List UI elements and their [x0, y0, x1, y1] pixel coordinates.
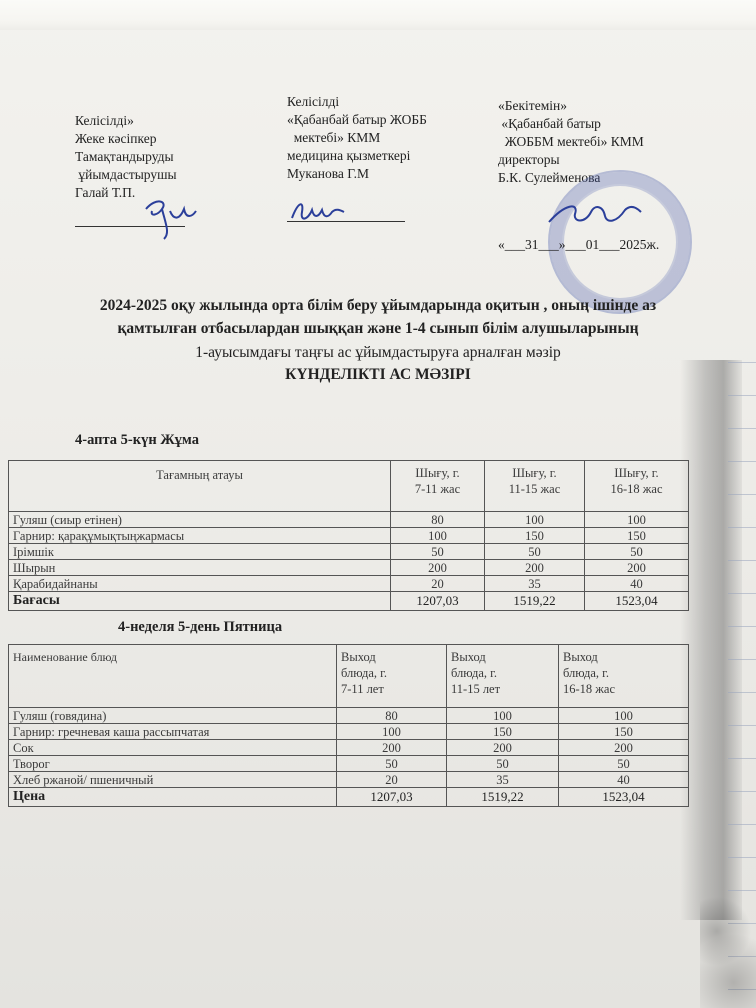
table-row [9, 560, 689, 576]
price-cell: 1207,03 [391, 592, 485, 611]
agreed-left-line: Тамақтандыруды [75, 149, 174, 164]
price-row [9, 592, 689, 611]
portion-cell: 200 [585, 560, 689, 576]
title-line-3: 1-ауысымдағы таңғы ас ұйымдастыруға арналған мәзір [195, 344, 561, 361]
portion-cell: 150 [559, 724, 689, 740]
portion-cell: 200 [447, 740, 559, 756]
dish-name-cell: Гуляш (говядина) [9, 708, 337, 724]
header-cell: Выход блюда, г. 16-18 жас [559, 645, 689, 708]
price-cell: 1519,22 [485, 592, 585, 611]
table-header-row [9, 461, 689, 512]
price-cell: 1523,04 [585, 592, 689, 611]
dish-name-cell: Шырын [9, 560, 391, 576]
table-row [9, 512, 689, 528]
portion-cell: 200 [485, 560, 585, 576]
table-row [9, 756, 689, 772]
header-cell: Шығу, г. 11-15 жас [485, 461, 585, 512]
portion-cell: 40 [585, 576, 689, 592]
title-line-2: қамтылған отбасылардан шыққан және 1-4 сынып білім алушыларының [117, 320, 639, 337]
agreed-left-line: Келісілді» [75, 113, 134, 128]
portion-cell: 100 [447, 708, 559, 724]
table-row [9, 772, 689, 788]
portion-cell: 150 [447, 724, 559, 740]
agreed-middle-line: Келісілді [287, 94, 340, 109]
portion-cell: 100 [337, 724, 447, 740]
price-cell: 1519,22 [447, 788, 559, 807]
price-label: Цена [9, 788, 337, 807]
portion-cell: 200 [337, 740, 447, 756]
portion-cell: 80 [391, 512, 485, 528]
agreed-middle-line: «Қабанбай батыр ЖОББ [287, 112, 427, 127]
portion-cell: 150 [485, 528, 585, 544]
signature-right [545, 198, 645, 234]
dish-name-cell: Хлеб ржаной/ пшеничный [9, 772, 337, 788]
table-row [9, 740, 689, 756]
portion-cell: 35 [485, 576, 585, 592]
title-line-1: 2024-2025 оқу жылында орта білім беру ұйымдарында оқитын , оның ішінде аз [99, 297, 657, 314]
kazakh-menu-table [8, 460, 689, 611]
dish-name-cell: Гарнир: гречневая каша рассыпчатая [9, 724, 337, 740]
agreed-left-line: Галай Т.П. [75, 185, 136, 200]
copy-smudge [700, 880, 756, 1008]
price-label: Бағасы [9, 592, 391, 611]
table-row [9, 708, 689, 724]
header-cell: Выход блюда, г. 11-15 лет [447, 645, 559, 708]
portion-cell: 50 [391, 544, 485, 560]
table-header-row [9, 645, 689, 708]
title-line-4: КҮНДЕЛІКТІ АС МӘЗІРІ [285, 366, 471, 383]
signature-middle [288, 198, 348, 226]
portion-cell: 150 [585, 528, 689, 544]
portion-cell: 50 [447, 756, 559, 772]
agreed-middle-block [287, 93, 427, 183]
agreed-middle-line: Муканова Г.М [287, 166, 369, 181]
table-row [9, 724, 689, 740]
price-cell: 1523,04 [559, 788, 689, 807]
russian-menu-table [8, 644, 689, 807]
portion-cell: 100 [559, 708, 689, 724]
header-cell: Шығу, г. 7-11 жас [391, 461, 485, 512]
approval-date: «___31___»___01___2025ж. [498, 237, 660, 252]
page-top-edge [0, 0, 756, 30]
agreed-left-line: ұйымдастырушы [75, 167, 177, 182]
header-cell: Выход блюда, г. 7-11 лет [337, 645, 447, 708]
price-row [9, 788, 689, 807]
dish-name-cell: Гарнир: қарақұмықтыңжармасы [9, 528, 391, 544]
portion-cell: 20 [391, 576, 485, 592]
agreed-left-block [75, 112, 177, 202]
portion-cell: 50 [559, 756, 689, 772]
dish-name-cell: Гуляш (сиыр етінен) [9, 512, 391, 528]
portion-cell: 200 [559, 740, 689, 756]
table-row [9, 576, 689, 592]
approved-right-line: директоры [498, 152, 560, 167]
price-cell: 1207,03 [337, 788, 447, 807]
portion-cell: 200 [391, 560, 485, 576]
agreed-left-line: Жеке кәсіпкер [75, 131, 157, 146]
header-cell: Шығу, г. 16-18 жас [585, 461, 689, 512]
portion-cell: 80 [337, 708, 447, 724]
dish-name-cell: Ірімшік [9, 544, 391, 560]
dish-name-cell: Сок [9, 740, 337, 756]
russian-day-subtitle: 4-неделя 5-день Пятница [118, 619, 283, 635]
agreed-middle-line: медицина қызметкері [287, 148, 411, 163]
portion-cell: 40 [559, 772, 689, 788]
signature-left [140, 195, 200, 241]
approved-right-line: «Бекітемін» [498, 98, 567, 113]
kazakh-day-subtitle: 4-апта 5-күн Жұма [75, 432, 199, 448]
header-cell: Наименование блюд [9, 645, 337, 708]
portion-cell: 50 [337, 756, 447, 772]
portion-cell: 50 [585, 544, 689, 560]
approved-right-line: «Қабанбай батыр [498, 116, 601, 131]
table-row [9, 544, 689, 560]
portion-cell: 100 [585, 512, 689, 528]
header-cell: Тағамның атауы [9, 461, 391, 512]
dish-name-cell: Қарабидайнаны [9, 576, 391, 592]
approved-right-line: ЖОББМ мектебі» КММ [498, 134, 644, 149]
approved-right-line: Б.К. Сулейменова [498, 170, 601, 185]
table-row [9, 528, 689, 544]
portion-cell: 100 [391, 528, 485, 544]
portion-cell: 100 [485, 512, 585, 528]
portion-cell: 50 [485, 544, 585, 560]
portion-cell: 35 [447, 772, 559, 788]
agreed-middle-line: мектебі» КММ [287, 130, 381, 145]
portion-cell: 20 [337, 772, 447, 788]
dish-name-cell: Творог [9, 756, 337, 772]
